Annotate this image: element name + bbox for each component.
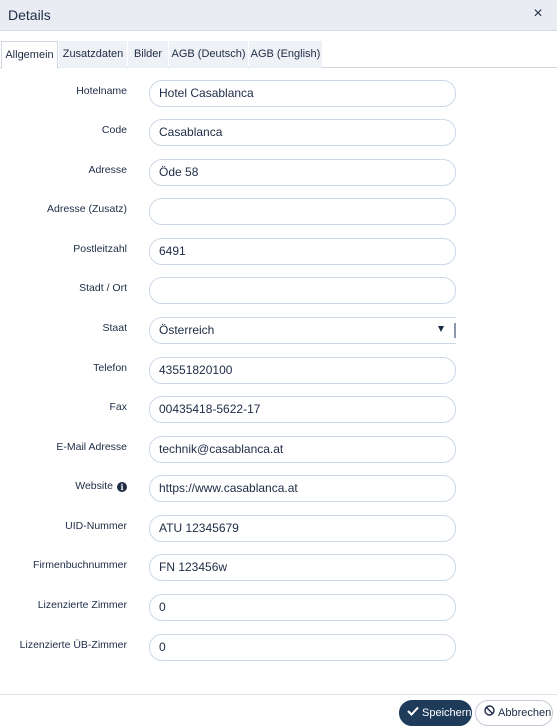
hotelname-field[interactable]: Hotel Casablanca — [149, 80, 456, 107]
lizenz-zimmer-field[interactable]: 0 — [149, 594, 456, 621]
form-row-lizenz-ueb-zimmer — [0, 634, 557, 662]
form-row-adresse — [0, 159, 557, 187]
lizenz-ueb-zimmer-field[interactable]: 0 — [149, 634, 456, 661]
check-icon — [407, 701, 419, 725]
form-row-uid — [0, 515, 557, 543]
tab-agb-english[interactable]: AGB (English) — [249, 41, 322, 68]
adresse-label: Adresse — [88, 164, 127, 176]
firmenbuch-label: Firmenbuchnummer — [33, 559, 127, 571]
info-icon[interactable]: i — [117, 482, 127, 492]
form-row-fax — [0, 396, 557, 424]
tab-zusatzdaten[interactable]: Zusatzdaten — [59, 41, 127, 68]
fax-label: Fax — [109, 401, 127, 413]
uid-field[interactable]: ATU 12345679 — [149, 515, 456, 542]
website-label: Website — [75, 480, 113, 492]
code-field[interactable]: Casablanca — [149, 119, 456, 146]
staat-label: Staat — [102, 322, 127, 334]
dialog-title: Details — [8, 7, 51, 23]
code-label: Code — [101, 124, 127, 136]
tab-bilder[interactable]: Bilder — [128, 41, 168, 68]
stadt-label: Stadt / Ort — [79, 282, 127, 294]
form-row-adresse-zusatz — [0, 198, 557, 226]
dialog-footer — [0, 694, 557, 728]
uid-label: UID-Nummer — [65, 520, 127, 532]
staat-select[interactable]: Österreich — [149, 317, 456, 344]
form-row-firmenbuch — [0, 554, 557, 582]
tab-agb-deutsch[interactable]: AGB (Deutsch) — [169, 41, 248, 68]
save-button-label: Speichern — [422, 707, 472, 720]
form-row-lizenz-zimmer — [0, 594, 557, 622]
close-icon[interactable]: × — [533, 5, 543, 22]
tab-allgemein[interactable]: Allgemein — [1, 41, 58, 69]
form-row-hotelname — [0, 80, 557, 108]
website-field[interactable]: https://www.casablanca.at — [149, 475, 456, 502]
email-field[interactable]: technik@casablanca.at — [149, 436, 456, 463]
form-row-postleitzahl — [0, 238, 557, 266]
website-label-group — [75, 480, 127, 492]
lizenz-ueb-zimmer-label: Lizenzierte ÜB-Zimmer — [19, 639, 127, 651]
tab-bar — [0, 41, 557, 68]
cancel-button-label: Abbrechen — [498, 707, 552, 720]
chevron-down-icon[interactable] — [438, 326, 444, 332]
select-divider — [454, 323, 456, 338]
postleitzahl-field[interactable]: 6491 — [149, 238, 456, 265]
stadt-field[interactable] — [149, 277, 456, 304]
hotelname-label: Hotelname — [76, 85, 127, 97]
telefon-field[interactable]: 43551820100 — [149, 357, 456, 384]
postleitzahl-label: Postleitzahl — [73, 243, 127, 255]
adresse-zusatz-field[interactable] — [149, 198, 456, 225]
email-label: E-Mail Adresse — [56, 441, 127, 453]
form-row-stadt — [0, 277, 557, 305]
telefon-label: Telefon — [93, 362, 127, 374]
form-row-code — [0, 119, 557, 147]
adresse-zusatz-label: Adresse (Zusatz) — [47, 203, 127, 215]
save-button[interactable] — [399, 700, 472, 726]
cancel-button[interactable] — [475, 700, 553, 726]
fax-field[interactable]: 00435418-5622-17 — [149, 396, 456, 423]
ban-icon — [484, 701, 495, 725]
dialog-header — [0, 0, 557, 31]
firmenbuch-field[interactable]: FN 123456w — [149, 554, 456, 581]
lizenz-zimmer-label: Lizenzierte Zimmer — [37, 599, 127, 611]
form-row-telefon — [0, 357, 557, 385]
form-row-email — [0, 436, 557, 464]
form-row-staat — [0, 317, 557, 345]
adresse-field[interactable]: Öde 58 — [149, 159, 456, 186]
form-row-website — [0, 475, 557, 503]
